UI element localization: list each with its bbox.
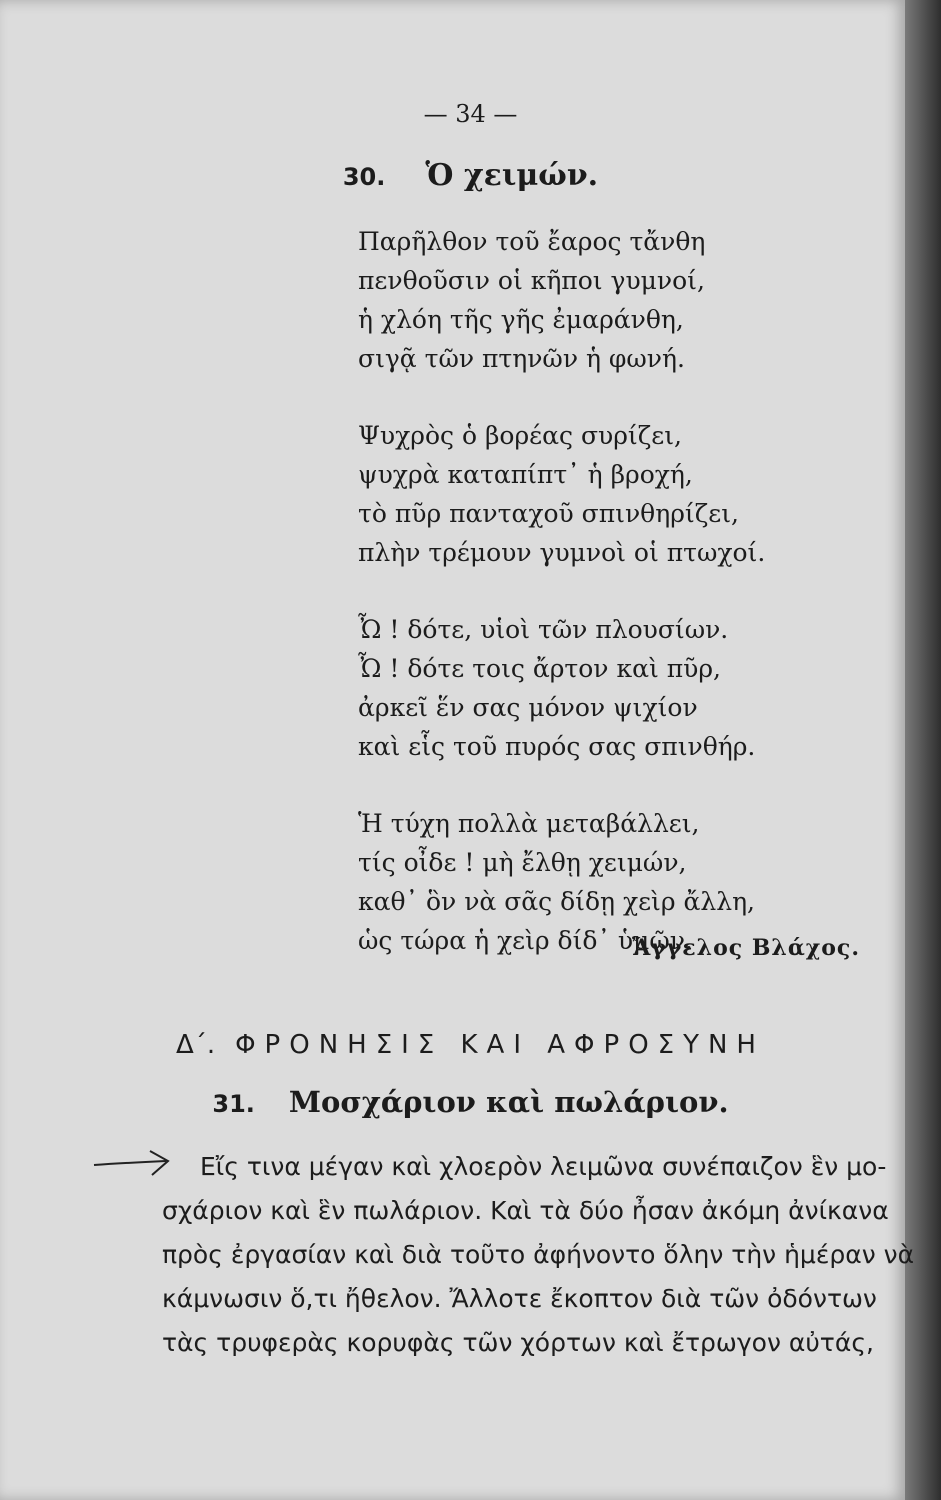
- verse-line: Ὦ ! δότε, υἱοὶ τῶν πλουσίων.: [358, 615, 729, 644]
- verse-line: Ὦ ! δότε τοις ἄρτον καὶ πῦρ,: [358, 654, 721, 683]
- verse-line: καὶ εἷς τοῦ πυρός σας σπινθήρ.: [358, 732, 756, 761]
- story-title: Μοσχάριον καὶ πωλάριον.: [288, 1085, 729, 1119]
- stanza: [358, 222, 818, 378]
- stanza: [358, 610, 818, 766]
- poem-number: 30.: [342, 163, 386, 191]
- section-number: Δ΄.: [176, 1030, 216, 1060]
- poem-author: Ἄγγελος Βλάχος.: [631, 935, 860, 961]
- verse-line: τίς οἶδε ! μὴ ἔλθῃ χειμών,: [358, 848, 687, 877]
- section-title: ΦΡΟΝΗΣΙΣ ΚΑΙ ΑΦΡΟΣΥΝΗ: [235, 1030, 765, 1060]
- story-heading: [0, 1085, 941, 1119]
- verse-line: ἀρκεῖ ἕν σας μόνον ψιχίον: [358, 693, 698, 722]
- verse-line: ἡ χλόη τῆς γῆς ἐμαράνθη,: [358, 305, 684, 334]
- verse-line: σιγᾷ τῶν πτηνῶν ἡ φωνή.: [358, 344, 685, 373]
- verse-line: τὸ πῦρ πανταχοῦ σπινθηρίζει,: [358, 499, 739, 528]
- prose-line: Εἴς τινα μέγαν καὶ χλοερὸν λειμῶνα συνέπαιζον ἓν μο-: [200, 1152, 887, 1181]
- page-number: — 34 —: [423, 100, 518, 128]
- verse-line: ὡς τώρα ἡ χεὶρ δίδ᾽ ὑμῶν.: [358, 926, 693, 955]
- verse-line: καθ᾽ ὃν νὰ σᾶς δίδῃ χεὶρ ἄλλη,: [358, 887, 755, 916]
- prose-line: σχάριον καὶ ἓν πωλάριον. Καὶ τὰ δύο ἦσαν ἀκόμη ἀνίκανα: [162, 1196, 889, 1225]
- stanza: [358, 416, 818, 572]
- story-number: 31.: [212, 1090, 255, 1118]
- poem-body: [358, 222, 818, 998]
- verse-line: Ἡ τύχη πολλὰ μεταβάλλει,: [358, 809, 700, 838]
- prose-line: πρὸς ἐργασίαν καὶ διὰ τοῦτο ἀφήνοντο ὅλην τὴν ἡμέραν νὰ: [162, 1240, 915, 1269]
- poem-heading: [0, 158, 941, 193]
- poem-title: Ὁ χειμών.: [425, 158, 599, 193]
- story-body: [162, 1145, 922, 1365]
- section-heading: [0, 1030, 941, 1060]
- verse-line: ψυχρὰ καταπίπτ᾽ ἡ βροχή,: [358, 460, 693, 489]
- prose-line: κάμνωσιν ὅ,τι ἤθελον. Ἄλλοτε ἔκοπτον διὰ τῶν ὀδόντων: [162, 1284, 877, 1313]
- verse-line: Παρῆλθον τοῦ ἔαρος τἄνθη: [358, 227, 706, 256]
- prose-line: τὰς τρυφερὰς κορυφὰς τῶν χόρτων καὶ ἔτρωγον αὐτάς,: [162, 1328, 874, 1357]
- verse-line: Ψυχρὸς ὁ βορέας συρίζει,: [358, 421, 682, 450]
- verse-line: πενθοῦσιν οἱ κῆποι γυμνοί,: [358, 266, 705, 295]
- verse-line: πλὴν τρέμουν γυμνοὶ οἱ πτωχοί.: [358, 538, 766, 567]
